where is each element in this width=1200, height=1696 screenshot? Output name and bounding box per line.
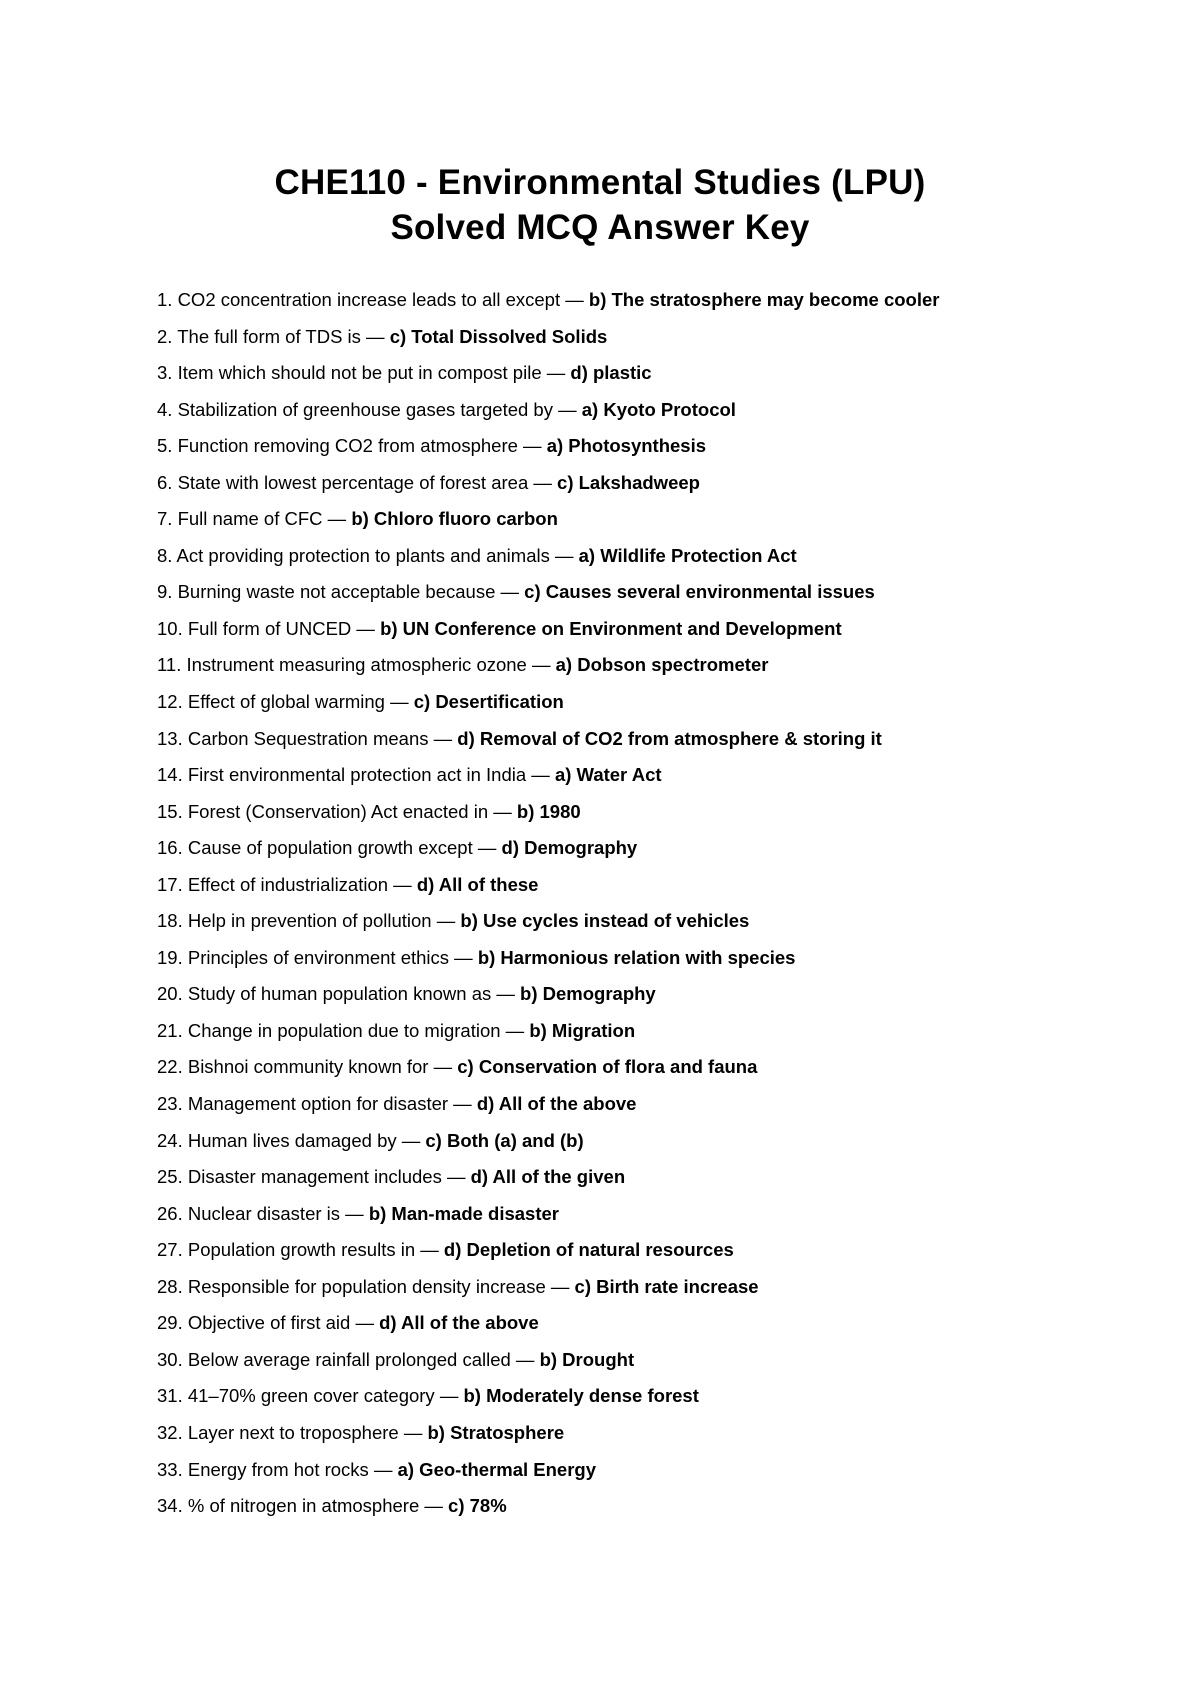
answer-key-item [157,1415,1157,1452]
question-text: 26. Nuclear disaster is — [157,1202,369,1224]
answer-text: b) 1980 [516,800,581,822]
question-text: 23. Management option for disaster — [157,1093,477,1115]
question-text: 21. Change in population due to migration — [157,1019,530,1041]
answer-text: b) Migration [529,1019,636,1041]
answer-text: b) Man-made disaster [368,1202,559,1224]
answer-text: c) 78% [448,1495,507,1517]
answer-key-item [157,1086,1157,1123]
answer-text: d) Demography [501,837,638,859]
question-text: 16. Cause of population growth except — [157,837,502,859]
answer-text: d) All of these [416,873,539,895]
question-text: 20. Study of human population known as — [157,983,521,1005]
answer-key-item [157,1013,1157,1050]
answer-key-item [157,282,1157,319]
answer-text: a) Dobson spectrometer [555,654,769,676]
answer-key-item [157,538,1157,575]
answer-key-item [157,647,1157,684]
answer-text: c) Total Dissolved Solids [389,325,608,347]
answer-key-item [157,319,1157,356]
answer-key-item [157,940,1157,977]
question-text: 28. Responsible for population density increase — [157,1275,575,1297]
answer-key-item [157,1232,1157,1269]
answer-text: a) Wildlife Protection Act [578,544,797,566]
document-title [0,160,1200,250]
question-text: 13. Carbon Sequestration means — [157,727,458,749]
answer-key-item [157,684,1157,721]
answer-key-item [157,830,1157,867]
answer-text: d) Removal of CO2 from atmosphere & storing it [457,727,882,749]
question-text: 31. 41–70% green cover category — [157,1385,464,1407]
answer-key-item [157,1196,1157,1233]
question-text: 7. Full name of CFC — [157,508,352,530]
answer-key-item [157,794,1157,831]
question-text: 3. Item which should not be put in compost pile — [157,362,571,384]
answer-text: c) Conservation of flora and fauna [457,1056,758,1078]
answer-key-item [157,1123,1157,1160]
question-text: 25. Disaster management includes — [157,1166,471,1188]
question-text: 29. Objective of first aid — [157,1312,380,1334]
answer-text: d) plastic [570,362,652,384]
answer-text: c) Causes several environmental issues [524,581,875,603]
answer-key-item [157,355,1157,392]
answer-text: a) Photosynthesis [546,435,707,457]
answer-text: d) Depletion of natural resources [443,1239,734,1261]
answer-key-item [157,976,1157,1013]
answer-key-item [157,1452,1157,1489]
question-text: 27. Population growth results in — [157,1239,444,1261]
answer-key-item [157,757,1157,794]
answer-key-item [157,1488,1157,1525]
answer-key-item [157,465,1157,502]
answer-key-item [157,1269,1157,1306]
question-text: 30. Below average rainfall prolonged called — [157,1348,540,1370]
answer-key-item [157,721,1157,758]
answer-text: d) All of the above [476,1093,637,1115]
answer-text: c) Both (a) and (b) [425,1129,584,1151]
answer-key-item [157,428,1157,465]
answer-text: c) Desertification [413,691,564,713]
answer-text: c) Lakshadweep [557,471,700,493]
question-text: 1. CO2 concentration increase leads to all except — [157,289,589,310]
answer-key-item [157,611,1157,648]
answer-text: b) UN Conference on Environment and Development [380,617,842,639]
question-text: 9. Burning waste not acceptable because — [157,581,525,603]
question-text: 19. Principles of environment ethics — [157,946,478,968]
question-text: 32. Layer next to troposphere — [157,1421,428,1443]
question-text: 5. Function removing CO2 from atmosphere — [157,435,547,457]
question-text: 17. Effect of industrialization — [157,873,417,895]
question-text: 15. Forest (Conservation) Act enacted in — [157,800,517,822]
title-line-subtitle: Solved MCQ Answer Key [390,208,810,247]
answer-text: b) Stratosphere [427,1421,565,1443]
title-line-course: CHE110 - Environmental Studies (LPU) [274,163,926,202]
answer-key-item [157,1159,1157,1196]
answer-text: a) Water Act [554,764,662,786]
answer-text: d) All of the given [470,1166,626,1188]
answer-key-item [157,574,1157,611]
answer-text: b) Harmonious relation with species [477,946,796,968]
question-text: 22. Bishnoi community known for — [157,1056,458,1078]
question-text: 8. Act providing protection to plants and animals — [157,544,579,566]
answer-key-item [157,903,1157,940]
answer-text: a) Kyoto Protocol [581,398,736,420]
answer-key-item [157,1378,1157,1415]
answer-key-list [157,282,1157,1525]
question-text: 2. The full form of TDS is — [157,325,390,347]
answer-text: a) Geo-thermal Energy [397,1458,597,1480]
question-text: 18. Help in prevention of pollution — [157,910,461,932]
answer-text: d) All of the above [379,1312,539,1334]
answer-key-item [157,1049,1157,1086]
answer-key-item [157,501,1157,538]
question-text: 34. % of nitrogen in atmosphere — [157,1495,449,1517]
question-text: 14. First environmental protection act in India — [157,764,555,786]
answer-text: c) Birth rate increase [574,1275,759,1297]
question-text: 11. Instrument measuring atmospheric ozone — [157,654,556,676]
answer-text: b) The stratosphere may become cooler [588,289,940,310]
answer-text: b) Chloro fluoro carbon [351,508,558,530]
answer-key-item [157,1305,1157,1342]
question-text: 12. Effect of global warming — [157,691,414,713]
answer-key-item [157,867,1157,904]
answer-key-item [157,392,1157,429]
question-text: 10. Full form of UNCED — [157,617,381,639]
answer-text: b) Drought [539,1348,635,1370]
answer-text: b) Use cycles instead of vehicles [460,910,750,932]
question-text: 24. Human lives damaged by — [157,1129,426,1151]
answer-text: b) Moderately dense forest [463,1385,699,1407]
question-text: 33. Energy from hot rocks — [157,1458,398,1480]
answer-key-item [157,1342,1157,1379]
question-text: 4. Stabilization of greenhouse gases targeted by — [157,398,582,420]
question-text: 6. State with lowest percentage of forest area — [157,471,558,493]
answer-text: b) Demography [520,983,656,1005]
